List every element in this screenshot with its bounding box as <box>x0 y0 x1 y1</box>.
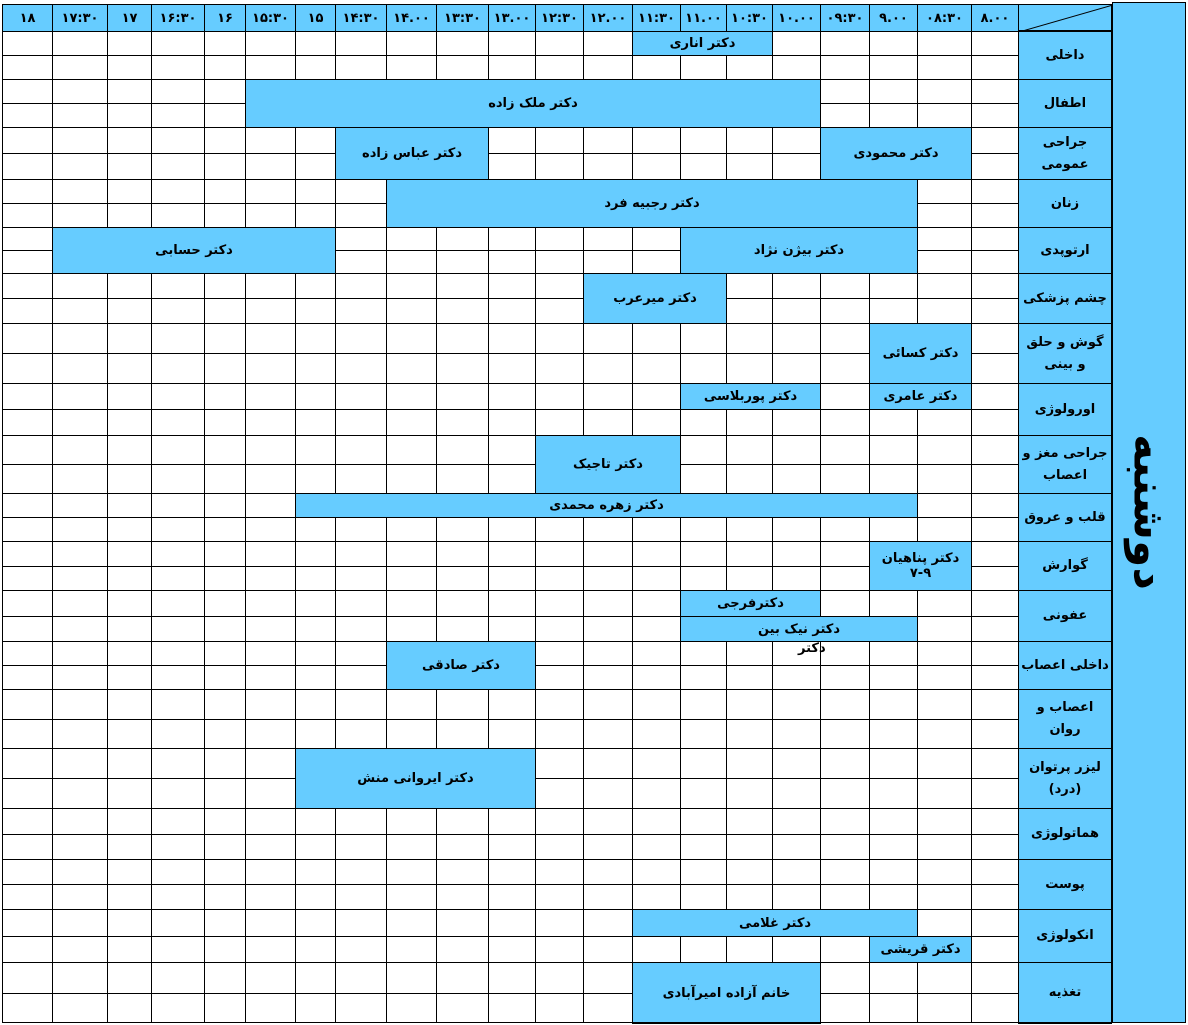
grid-subrow-line <box>2 298 1018 299</box>
doctor-session: دکتر بیژن نژاد <box>680 227 918 274</box>
doctor-session: دکتر کسائی <box>869 323 972 384</box>
doctor-session: دکتر ملک زاده <box>245 79 821 128</box>
time-header-cell: ۱۳:۳۰ <box>436 4 489 32</box>
time-header-cell: ۱۷:۳۰ <box>52 4 108 32</box>
time-header-cell: ۱۴.۰۰ <box>386 4 437 32</box>
doctor-session: دکتر غلامی <box>632 909 918 937</box>
doctor-session: دکتر <box>798 641 826 656</box>
grid-subrow-line <box>2 464 1018 465</box>
grid-subrow-line <box>2 834 1018 835</box>
department-label: اطفال <box>1018 79 1112 128</box>
time-header-cell: ۰۹:۳۰ <box>820 4 870 32</box>
grid-column-line <box>107 4 108 1023</box>
grid-column-line <box>52 4 53 1023</box>
grid-subrow-line <box>2 409 1018 410</box>
grid-subrow-line <box>2 566 1018 567</box>
department-label: هماتولوژی <box>1018 808 1112 860</box>
grid-row-line <box>2 689 1018 690</box>
grid-row-line <box>2 383 1018 384</box>
grid-subrow-line <box>2 993 1018 994</box>
doctor-session: دکتر زهره محمدی <box>295 493 918 518</box>
time-header-cell: ۱۶ <box>204 4 246 32</box>
department-label: داخلی <box>1018 31 1112 80</box>
department-label: عفونی <box>1018 590 1112 642</box>
department-label: گوش و حلق و بینی <box>1018 323 1112 384</box>
grid-subrow-line <box>2 884 1018 885</box>
department-label: انکولوژی <box>1018 909 1112 963</box>
time-header-cell: ۱۵:۳۰ <box>245 4 296 32</box>
time-header-cell: ۹.۰۰ <box>869 4 918 32</box>
grid-subrow-line <box>2 353 1018 354</box>
department-label: داخلی اعصاب <box>1018 641 1112 690</box>
grid-column-line <box>245 4 246 1023</box>
doctor-session: دکتر محمودی <box>820 127 972 180</box>
time-header-cell: ۱۲:۳۰ <box>535 4 584 32</box>
department-label: اعصاب و روان <box>1018 689 1112 749</box>
grid-row-line <box>2 859 1018 860</box>
department-label: پوست <box>1018 859 1112 910</box>
doctor-session: دکتر قریشی <box>869 936 972 963</box>
time-header-cell: ۱۲.۰۰ <box>583 4 633 32</box>
time-header-cell: ۰۸:۳۰ <box>917 4 972 32</box>
grid-column-line <box>151 4 152 1023</box>
department-label: لیزر پرتوان (درد) <box>1018 748 1112 809</box>
grid-row-line <box>2 962 1018 963</box>
day-title: دوشنبه <box>1123 434 1175 590</box>
doctor-session: دکتر رجبیه فرد <box>386 179 918 228</box>
doctor-session: دکتر میرعرب <box>583 273 727 324</box>
time-header-cell: ۱۰:۳۰ <box>726 4 773 32</box>
time-header-cell: ۸.۰۰ <box>971 4 1019 32</box>
grid-row-line <box>2 590 1018 591</box>
grid-row-line <box>2 435 1018 436</box>
time-header-cell: ۱۶:۳۰ <box>151 4 205 32</box>
department-label: زنان <box>1018 179 1112 228</box>
department-label: گوارش <box>1018 541 1112 591</box>
time-header-cell: ۱۷ <box>107 4 152 32</box>
time-header-cell: ۱۵ <box>295 4 336 32</box>
time-header-cell: ۱۱.۰۰ <box>680 4 727 32</box>
grid-subrow-line <box>2 719 1018 720</box>
time-header-cell: ۱۸ <box>2 4 53 32</box>
grid-row-line <box>2 31 1018 32</box>
diagonal-line <box>1019 5 1113 32</box>
doctor-session: دکتر پناهیان ۹-۷ <box>869 541 972 591</box>
doctor-session: دکتر پوربلاسی <box>680 383 821 410</box>
department-label: جراحی عمومی <box>1018 127 1112 180</box>
doctor-session: دکتر تاجیک <box>535 435 681 494</box>
grid-row-line <box>2 1022 1018 1023</box>
doctor-session: خانم آزاده امیرآبادی <box>632 962 821 1024</box>
department-label: چشم پزشکی <box>1018 273 1112 324</box>
doctor-session: دکتر ایروانی منش <box>295 748 536 809</box>
grid-row-line <box>2 323 1018 324</box>
doctor-session: دکتر نیک بین <box>680 616 918 642</box>
time-header-cell: ۱۱:۳۰ <box>632 4 681 32</box>
header-corner-cell <box>1018 4 1112 31</box>
time-header-cell: ۱۰.۰۰ <box>772 4 821 32</box>
department-label: ارتوپدی <box>1018 227 1112 274</box>
department-label: جراحی مغز و اعصاب <box>1018 435 1112 494</box>
doctor-session: دکتر عامری <box>869 383 972 410</box>
grid-row-line <box>2 273 1018 274</box>
grid-subrow-line <box>2 55 1018 56</box>
grid-row-line <box>2 808 1018 809</box>
grid-column-line <box>2 4 3 1023</box>
department-label: قلب و عروق <box>1018 493 1112 542</box>
doctor-session: دکتر حسابی <box>52 227 336 274</box>
grid-column-line <box>204 4 205 1023</box>
time-header-cell: ۱۳.۰۰ <box>488 4 536 32</box>
doctor-session: دکتر اناری <box>632 31 773 56</box>
grid-row-line <box>2 541 1018 542</box>
doctor-session: دکتر عباس زاده <box>335 127 489 180</box>
time-header-cell: ۱۴:۳۰ <box>335 4 387 32</box>
department-label: اورولوژی <box>1018 383 1112 436</box>
doctor-session: دکتر صادقی <box>386 641 536 690</box>
department-label: تغذیه <box>1018 962 1112 1024</box>
doctor-session: دکترفرجی <box>680 590 821 617</box>
